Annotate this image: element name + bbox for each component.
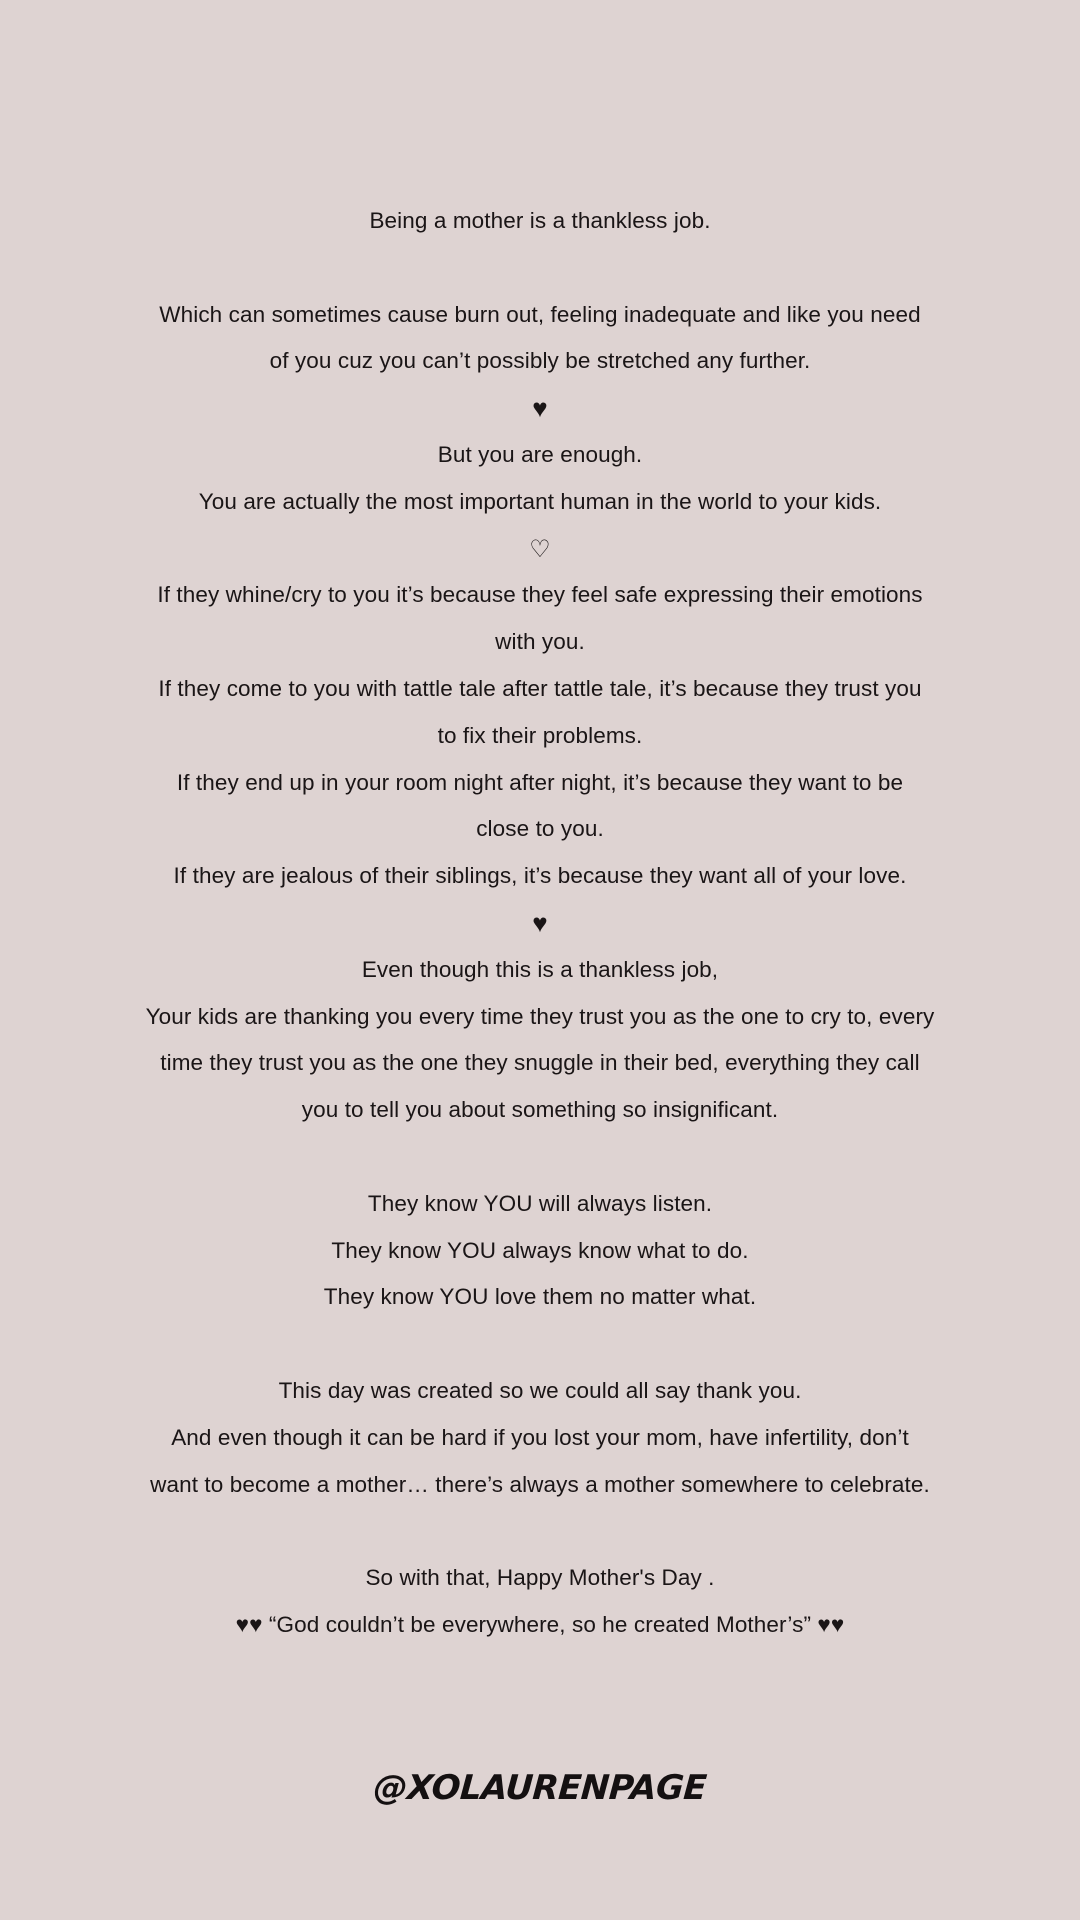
blank-line (0, 1134, 1080, 1181)
poem-text-block (0, 198, 1080, 1649)
poem-line: Being a mother is a thankless job. (369, 208, 711, 233)
poem-line: If they are jealous of their siblings, it’s because they want all of your love. (173, 863, 907, 889)
filled-heart-icon: ♥ (532, 393, 548, 424)
poem-line: They know YOU will always listen. (367, 1190, 713, 1216)
outline-heart-icon: ♡ (529, 534, 551, 563)
poem-line: Your kids are thanking you every time they trust you as the one to cry to, every (145, 1003, 935, 1029)
poem-line: If they end up in your room night after night, it’s because they want to be (176, 769, 904, 795)
poem-line: to fix their problems. (437, 722, 643, 748)
poem-line: So with that, Happy Mother's Day . (365, 1565, 715, 1591)
blank-line (0, 1508, 1080, 1555)
poem-line: But you are enough. (437, 441, 643, 467)
poem-line: you to tell you about something so insignificant. (301, 1097, 779, 1123)
poem-line: of you cuz you can’t possibly be stretched any further. (269, 348, 811, 374)
poem-line: Which can sometimes cause burn out, feeling inadequate and like you need (159, 301, 921, 327)
poem-line: Even though this is a thankless job, (361, 956, 719, 982)
poem-line: close to you. (476, 816, 604, 842)
poem-line: They know YOU always know what to do. (331, 1237, 749, 1263)
poem-line: time they trust you as the one they snuggle in their bed, everything they call (160, 1050, 920, 1076)
poem-line: If they whine/cry to you it’s because they feel safe expressing their emotions (157, 582, 923, 608)
poem-line: This day was created so we could all say thank you. (278, 1377, 802, 1403)
poem-line: They know YOU love them no matter what. (323, 1284, 757, 1310)
closing-quote-line: ♥♥ “God couldn’t be everywhere, so he created Mother’s” ♥♥ (235, 1611, 845, 1637)
poem-line: And even though it can be hard if you lost your mom, have infertility, don’t (171, 1424, 909, 1450)
poem-line: If they come to you with tattle tale after tattle tale, it’s because they trust you (158, 675, 922, 701)
filled-heart-icon: ♥ (532, 907, 548, 938)
poem-line: want to become a mother… there’s always a mother somewhere to celebrate. (150, 1471, 930, 1497)
blank-line (0, 1321, 1080, 1368)
author-signature: @XOLAURENPAGE (372, 1768, 708, 1808)
blank-line (0, 245, 1080, 292)
poem-line: You are actually the most important human in the world to your kids. (198, 488, 882, 514)
poem-line: with you. (495, 629, 585, 655)
